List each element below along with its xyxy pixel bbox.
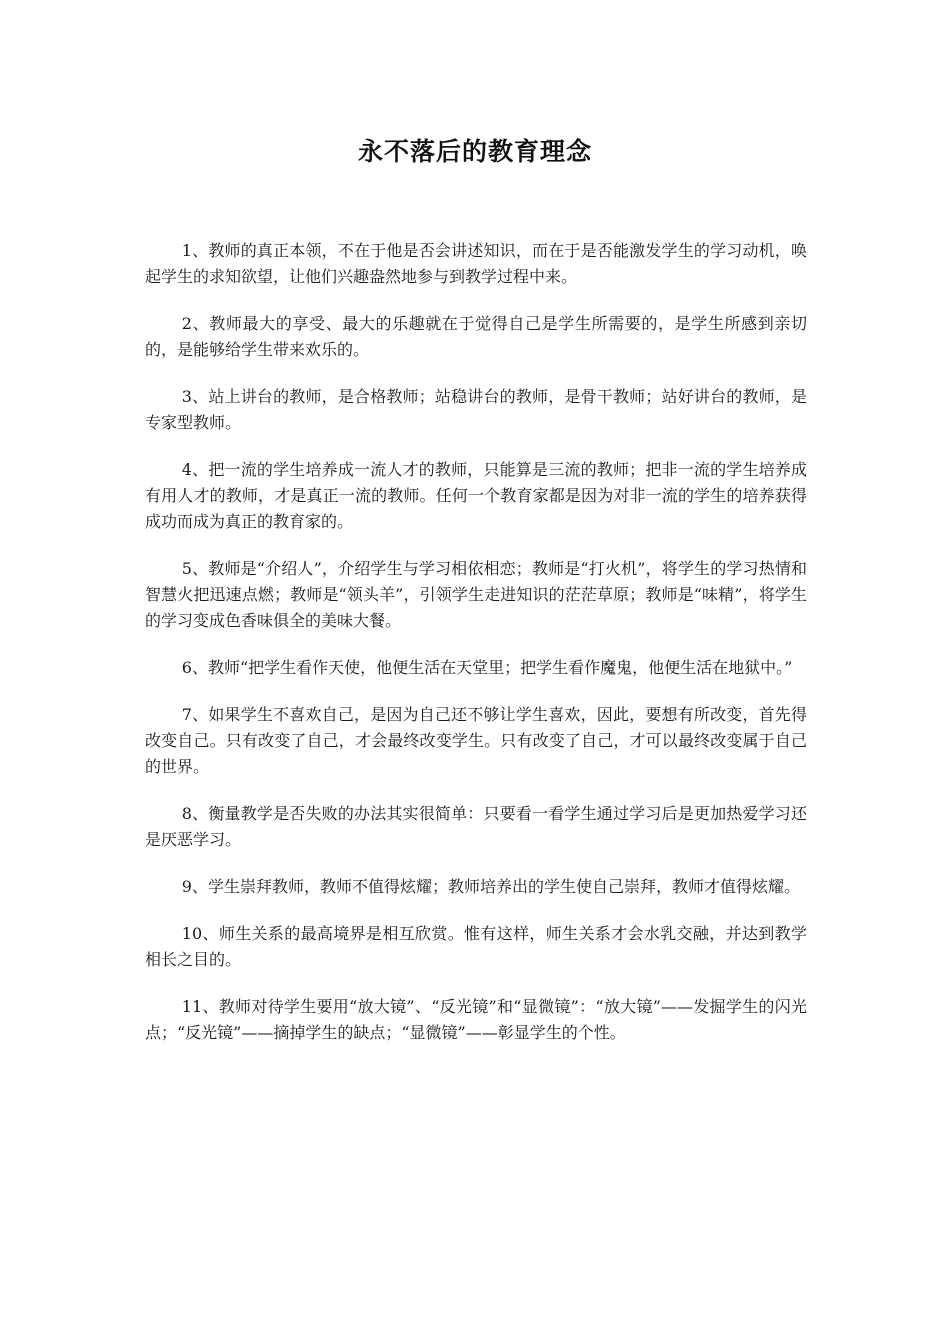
paragraph-10: 10、师生关系的最高境界是相互欣赏。惟有这样，师生关系才会水乳交融，并达到教学相长之目的。 [145,924,807,969]
paragraph-2: 2、教师最大的享受、最大的乐趣就在于觉得自己是学生所需要的，是学生所感到亲切的，是能够给学生带来欢乐的。 [145,314,807,359]
document-body [145,238,807,1067]
document-title: 永不落后的教育理念 [357,137,592,166]
paragraph-6: 6、教师“把学生看作天使，他便生活在天堂里；把学生看作魔鬼，他便生活在地狱中。” [181,658,793,677]
paragraph-9: 9、学生崇拜教师，教师不值得炫耀；教师培养出的学生使自己崇拜，教师才值得炫耀。 [181,877,800,896]
paragraph-1: 1、教师的真正本领，不在于他是否会讲述知识，而在于是否能激发学生的学习动机，唤起学生的求知欲望，让他们兴趣盎然地参与到教学过程中来。 [145,241,807,286]
paragraph-8: 8、衡量教学是否失败的办法其实很简单：只要看一看学生通过学习后是更加热爱学习还是厌恶学习。 [145,804,807,849]
paragraph-4: 4、把一流的学生培养成一流人才的教师，只能算是三流的教师；把非一流的学生培养成有用人才的教师，才是真正一流的教师。任何一个教育家都是因为对非一流的学生的培养获得成功而成为真正的教育家的。 [145,460,807,531]
paragraph-3: 3、站上讲台的教师，是合格教师；站稳讲台的教师，是骨干教师；站好讲台的教师，是专家型教师。 [145,387,807,432]
paragraph-11: 11、教师对待学生要用“放大镜”、“反光镜”和“显微镜”：“放大镜”——发掘学生的闪光点；“反光镜”——摘掉学生的缺点；“显微镜”——彰显学生的个性。 [145,997,807,1042]
paragraph-7: 7、如果学生不喜欢自己，是因为自己还不够让学生喜欢，因此，要想有所改变，首先得改变自己。只有改变了自己，才会最终改变学生。只有改变了自己，才可以最终改变属于自己的世界。 [145,705,807,776]
paragraph-5: 5、教师是“介绍人”，介绍学生与学习相依相恋；教师是“打火机”，将学生的学习热情和智慧火把迅速点燃；教师是“领头羊”，引领学生走进知识的茫茫草原；教师是“味精”，将学生的学习变成色香味俱全的美味大餐。 [145,559,807,630]
